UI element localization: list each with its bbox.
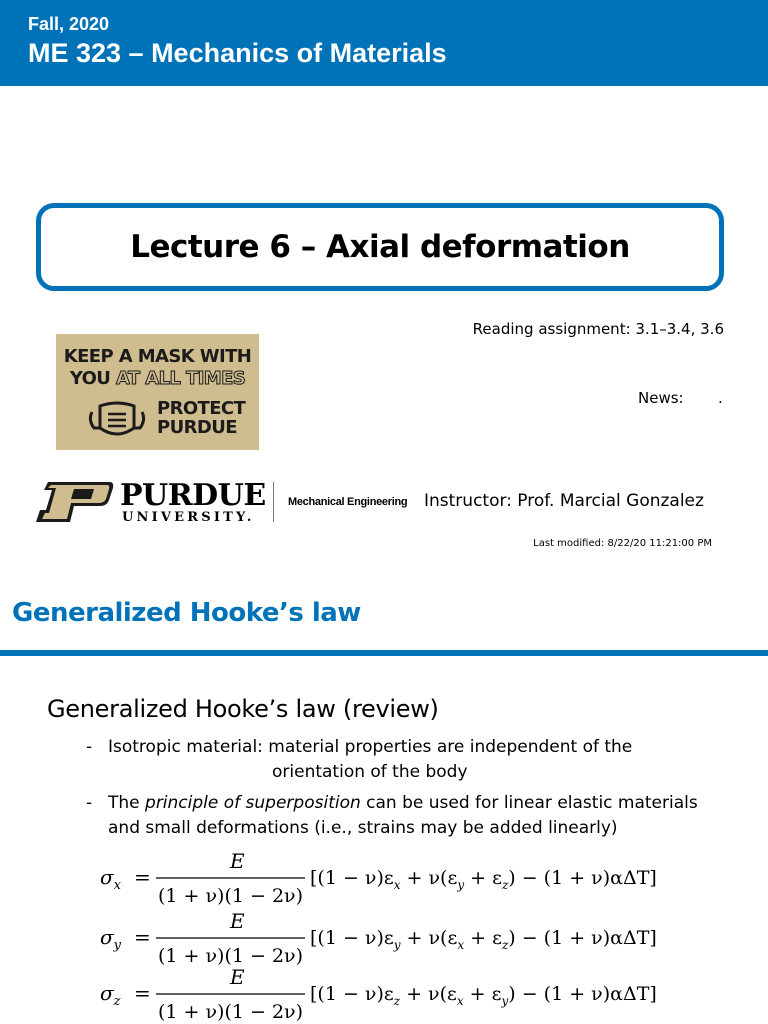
- bullet-dash: -: [86, 737, 93, 757]
- bullet-2-text-a: The: [108, 793, 146, 813]
- sign-line-1: KEEP A MASK WITH: [63, 346, 252, 367]
- purdue-wordmark: PURDUE: [120, 478, 266, 513]
- eq-numerator: E: [230, 909, 245, 933]
- svg-text:[(1 − ν)εz + ν(εx + εy) − (1 +: $[(1 - \nu)\varepsilon_z + \nu(\varepsilon_x + \varepsilon_y) - (1 + \nu)\alpha\Delta T]$: [310, 983, 657, 1008]
- protect-purdue-text: [157, 399, 245, 437]
- svg-text:=: =: [134, 925, 151, 949]
- department-name: Mechanical Engineering: [288, 496, 408, 508]
- protect-word: PROTECT: [157, 398, 246, 419]
- equation-sigma-y: [100, 906, 720, 966]
- protect-purdue-sign: [56, 334, 259, 450]
- eq-lhs-sub: x: [113, 878, 121, 893]
- bullet-dash: -: [86, 793, 93, 813]
- eq-numerator: E: [230, 965, 245, 989]
- sign-line-2: [56, 368, 259, 389]
- svg-text:=: =: [134, 865, 151, 889]
- instructor-name: Instructor: Prof. Marcial Gonzalez: [424, 491, 704, 511]
- svg-text:=: =: [134, 981, 151, 1005]
- eq-lhs-sub: z: [113, 994, 121, 1009]
- bullet-2-line-1: [108, 793, 698, 813]
- last-modified: Last modified: 8/22/20 11:21:00 PM: [533, 538, 712, 549]
- news-value: .: [718, 389, 723, 407]
- face-mask-icon: [86, 398, 148, 442]
- university-wordmark: UNIVERSITY.: [122, 510, 255, 525]
- bullet-2-text-c: can be used for linear elastic materials: [360, 793, 698, 813]
- equation-sigma-x: [100, 846, 720, 906]
- bullet-1-line-1: Isotropic material: material properties are independent of the: [108, 737, 633, 757]
- eq-lhs: σ: [100, 925, 114, 949]
- sign-line-2-b: AT ALL TIMES: [116, 368, 246, 389]
- eq-lhs: σ: [100, 865, 114, 889]
- eq-lhs: σ: [100, 981, 114, 1005]
- lecture-title: Lecture 6 – Axial deformation: [130, 229, 630, 265]
- eq-numerator: E: [230, 849, 245, 873]
- bullet-2-line-2: and small deformations (i.e., strains may be added linearly): [108, 818, 618, 838]
- sign-line-2-a: YOU: [69, 368, 111, 389]
- course-title: ME 323 – Mechanics of Materials: [28, 38, 447, 68]
- eq-denominator: (1 + ν)(1 − 2ν): [158, 945, 304, 966]
- svg-text:[(1 − ν)εy + ν(εx + εz) − (1 +: $[(1 - \nu)\varepsilon_y + \nu(\varepsilon_x + \varepsilon_z) - (1 + \nu)\alpha\Delta T]$: [310, 927, 657, 952]
- title-rule: [0, 650, 768, 656]
- svg-text:σz: [100, 981, 121, 1009]
- lecture-title-box: [36, 203, 724, 291]
- news-label: News:: [638, 389, 684, 407]
- section-heading: Generalized Hooke’s law (review): [47, 695, 439, 723]
- svg-text:[(1 − ν)εx + ν(εy + εz) − (1 +: $[(1 - \nu)\varepsilon_x + \nu(\varepsilon_y + \varepsilon_z) - (1 + \nu)\alpha\Delta T]$: [310, 867, 657, 892]
- eq-denominator: (1 + ν)(1 − 2ν): [158, 885, 304, 906]
- svg-text:σy: [100, 925, 122, 953]
- svg-text:σx: [100, 865, 122, 893]
- bullet-1-line-2: orientation of the body: [272, 762, 468, 782]
- purdue-p-logo-icon: [34, 480, 114, 524]
- eq-denominator: (1 + ν)(1 − 2ν): [158, 1001, 304, 1022]
- bullet-2-emphasis: principle of superposition: [145, 793, 361, 813]
- logo-divider: [273, 482, 274, 522]
- equation-sigma-z: [100, 962, 720, 1022]
- reading-assignment: Reading assignment: 3.1–3.4, 3.6: [472, 320, 724, 338]
- eq-lhs-sub: y: [113, 938, 122, 953]
- semester-label: Fall, 2020: [28, 14, 110, 34]
- slide-title: Generalized Hooke’s law: [12, 598, 361, 628]
- purdue-word: PURDUE: [157, 417, 237, 438]
